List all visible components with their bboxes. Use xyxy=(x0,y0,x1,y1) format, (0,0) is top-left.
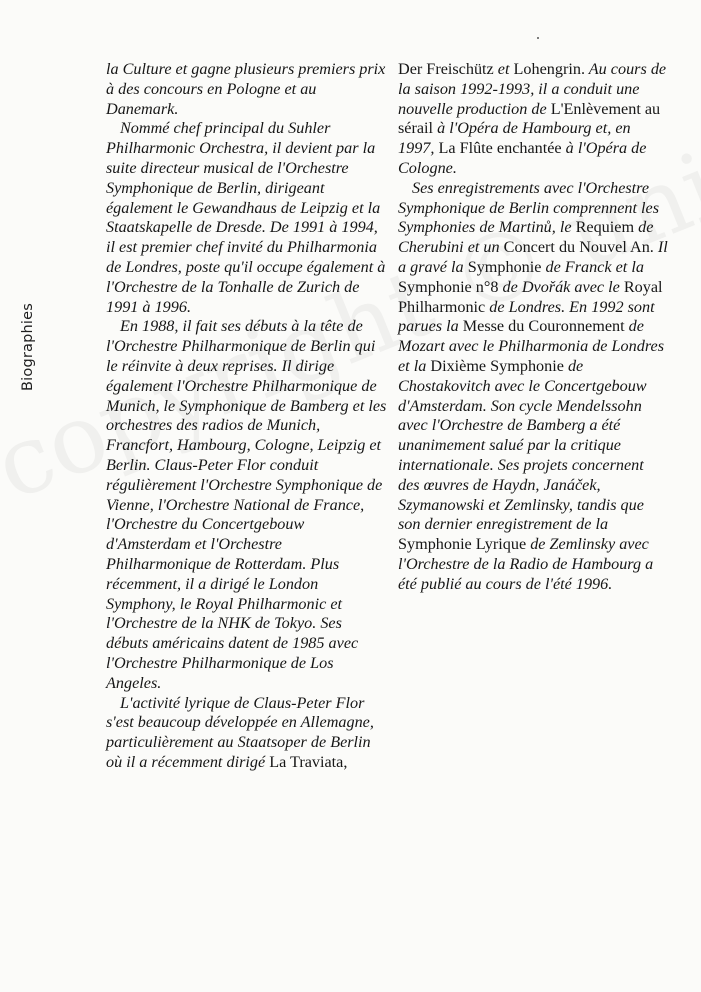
text-span: de Londres. En 1992 sont parues la xyxy=(398,297,655,336)
text-span: Il a gravé la xyxy=(398,238,668,276)
work-title: Symphonie Lyrique xyxy=(398,535,527,554)
work-title: Lohengrin. xyxy=(513,60,586,78)
paragraph-4-text: L'activité lyrique de Claus-Peter Flor s'est beaucoup développée en Allemagne, particulièrement au Staatsoper de Berlin où il a récemment dirigé xyxy=(106,693,374,771)
left-column xyxy=(106,60,388,773)
text-span: de Mozart avec le Philharmonia de Londres et la xyxy=(398,317,665,375)
text-span: de Cherubini et un xyxy=(398,218,654,257)
paragraph-3: En 1988, il fait ses débuts à la tête de l'Orchestre Philharmonique de Berlin qui le réinvite à deux reprises. Il dirige également l'Orchestre Philharmonique de Munich, le Symphonique de Bamberg et les orchestres des radios de Munich, Francfort, Hambourg, Cologne, Leipzig et Berlin. Claus-Peter Flor conduit régulièrement l'Orchestre Symphonique de Vienne, l'Orchestre National de France, l'Orchestre du Concertgebouw d'Amsterdam et l'Orchestre Philharmonique de Rotterdam. Plus récemment, il a dirigé le London Symphony, le Royal Philharmonic et l'Orchestre de la NHK de Tokyo. Ses débuts américains datent de 1985 avec l'Orchestre Philharmonique de Los Angeles. xyxy=(106,317,387,692)
text-span: à l'Opéra de Cologne. xyxy=(398,139,647,177)
work-title: Symphonie n°8 xyxy=(398,277,499,296)
text-span: de Dvořák avec le xyxy=(498,277,624,296)
text-span: et xyxy=(493,60,514,78)
work-title: Symphonie xyxy=(467,257,542,276)
work-title: Messe du Couronnement xyxy=(462,317,625,336)
work-title: Requiem xyxy=(575,218,635,237)
text-span: à l'Opéra de Hambourg et, en 1997, xyxy=(398,119,631,158)
work-title: Der Freischütz xyxy=(398,60,494,78)
work-title: Dixième Symphonie xyxy=(430,356,564,375)
text-span: de Zemlinsky avec l'Orchestre de la Radio de Hambourg a été publié au cours de l'été 1996. xyxy=(398,535,654,593)
paragraph-4 xyxy=(106,694,388,773)
section-label-text: Biographies xyxy=(20,303,36,391)
work-title: L'Enlèvement au sérail xyxy=(398,99,661,138)
text-span: Au cours de la saison 1992-1993, il a conduit une nouvelle production de xyxy=(398,60,667,118)
work-title-traviata: La Traviata, xyxy=(269,752,348,771)
work-title: La Flûte enchantée xyxy=(438,139,562,158)
page-speck xyxy=(537,37,539,39)
work-title: Royal Philharmonic xyxy=(398,277,663,316)
text-span: de Chostakovitch avec le Concertgebouw d'Amsterdam. Son cycle Mendelssohn avec l'Orchestre de Bamberg a été unanimement salué par la critique internationale. Ses projets concernent des œuvres de Haydn, Janáček, Szymanowski et Zemlinsky, tandis que son dernier enregistrement de la xyxy=(398,356,647,534)
paragraph-2: Nommé chef principal du Suhler Philharmonic Orchestra, il devient par la suite directeur musical de l'Orchestre Symphonique de Berlin, dirigeant également le Gewandhaus de Leipzig et la Staatskapelle de Dresde. De 1991 à 1994, il est premier chef invité du Philharmonia de Londres, poste qu'il occupe également à l'Orchestre de la Tonhalle de Zurich de 1991 à 1996. xyxy=(106,119,386,316)
paragraph-6 xyxy=(398,179,668,595)
section-label xyxy=(8,302,48,392)
paragraph-5 xyxy=(398,60,668,179)
text-span: de Franck et la xyxy=(541,257,644,276)
work-title: Concert du Nouvel An. xyxy=(503,238,654,257)
text-span: Ses enregistrements avec l'Orchestre Symphonique de Berlin comprennent les Symphonies de Martinů, le xyxy=(398,178,660,237)
right-column xyxy=(398,60,668,595)
paragraph-1: la Culture et gagne plusieurs premiers prix à des concours en Pologne et au Danemark. xyxy=(106,60,386,118)
